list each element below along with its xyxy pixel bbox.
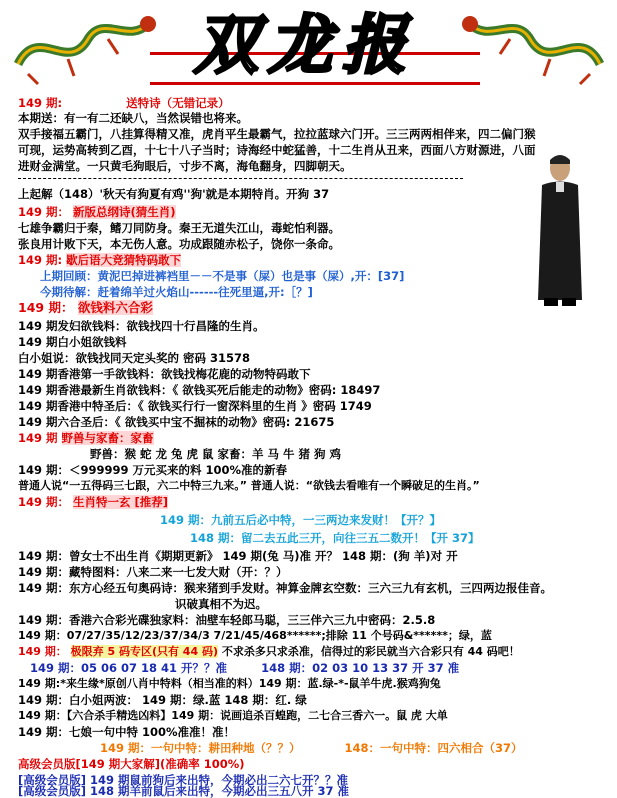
line-21 [18, 430, 154, 446]
line-18 [18, 382, 380, 398]
line-text: 欲钱料六合彩 [77, 300, 153, 315]
line-9 [18, 236, 340, 252]
line-35 [30, 660, 459, 676]
member-line [18, 786, 349, 796]
line-40 [100, 740, 523, 756]
line-25 [18, 494, 168, 510]
dragon-icon [8, 4, 158, 89]
line-label: 149 期： [18, 205, 70, 219]
banner [0, 0, 617, 95]
line-23 [18, 462, 287, 478]
line-text: 普通人说“一五得码三七跟，六二中特三九来。” 普通人说：“欲钱去看唯有一个瞬破足的生肖。” [18, 479, 480, 492]
line-26 [160, 512, 441, 528]
divider [18, 178, 463, 181]
line-label: 149 期 [18, 431, 58, 445]
line-24 [18, 478, 480, 494]
line-33 [18, 628, 492, 644]
line-39 [18, 724, 235, 740]
line-5 [18, 158, 352, 174]
line-text: 本期送：有一有二还缺八，当然误错也将来。 [18, 111, 248, 125]
line-text: 野兽与家畜：家畜 [61, 431, 154, 445]
line-text: 送特诗（无错记录） [126, 96, 230, 110]
dragon-icon [460, 4, 610, 89]
line-text: 149 期香港第一手欲钱料：欲钱找梅花鹿的动物特码敢下 [18, 367, 311, 381]
line-37 [18, 692, 307, 708]
line-28 [18, 548, 458, 564]
line-text: 149 期：白小姐两波： 149 期：绿.蓝 148 期：红. 绿 [18, 693, 307, 707]
line-text: 149 期：05 06 07 18 41 开？？准 [30, 661, 228, 675]
page-title: 双龙报 [194, 8, 416, 83]
line-16 [18, 350, 250, 366]
line-38 [18, 708, 448, 724]
line-32 [18, 612, 435, 628]
line-text: 149 期香港中特圣后：《 欲钱买行行一窗深料里的生肖 》密码 1749 [18, 399, 372, 413]
line-text: 149 期香港最新生肖欲钱料：《 欲钱买死后能走的动物》密码: 18497 [18, 383, 381, 397]
line-text: 野兽：猴 蛇 龙 兔 虎 鼠 家畜：羊 马 牛 猪 狗 鸡 [90, 447, 342, 461]
line-text: 149 期：07/27/35/12/23/37/34/3 7/21/45/468******;排除 11 个号码&******；绿，蓝 [18, 629, 492, 642]
line-36 [18, 676, 441, 692]
line-text: 149 期：一句中特：耕田种地（？？） [100, 741, 301, 755]
line-14 [18, 318, 265, 334]
line-text: 149 期：曾女士不出生肖《期期更新》 149 期(兔 马)准 开？ 148 期：(狗 羊)对 开 [18, 549, 458, 563]
line-text: 上期回顾：黄泥巴掉进裤裆里－－不是事（屎）也是事（屎）,开：[37] [40, 269, 405, 283]
line-text: 进财金满堂。一只黄毛狗眼后，寸步不离，海龟翻身，四脚朝天。 [18, 159, 352, 173]
line-text: 张良用计败下天，本无伤人意。功成跟随赤松子，饶你一条命。 [18, 237, 340, 251]
line-text: 高级会员版[149 期大家解](准确率 100%) [18, 757, 245, 771]
line-27 [190, 530, 480, 546]
line-15 [18, 334, 127, 350]
line-label: 149 期: [18, 96, 63, 110]
line-text: 149 期：＜999999 万元买来的料 100%准的新春 [18, 463, 288, 477]
line-2 [18, 110, 248, 126]
line-text: 149 期发妇欲钱料：欲钱找四十行昌隆的生肖。 [18, 319, 265, 333]
line-label: 149 期: [18, 253, 63, 267]
line-19 [18, 398, 372, 414]
line-29 [18, 564, 288, 580]
line-text: 双手接福五霸门，八挂算得精又准，虎肖平生最霸气，拉拉蓝球六门开。三三两两相伴来，四二偏门猴 [18, 127, 536, 141]
line-7 [18, 204, 176, 220]
line-text: 148 期：02 03 10 13 37 开 37 准 [261, 661, 460, 675]
line-22 [90, 446, 341, 462]
line-text: 149 期白小姐欲钱料 [18, 335, 127, 349]
line-12 [40, 284, 313, 300]
line-20 [18, 414, 334, 430]
line-1 [18, 95, 230, 111]
line-17 [18, 366, 311, 382]
line-8 [18, 220, 340, 236]
line-text: 不求杀多只求杀准，信得过的彩民就当六合彩只有 44 码吧！ [221, 645, 520, 658]
line-text: 上起解（148）'秋天有狗夏有鸡''狗'就是本期特肖。开狗 37 [18, 187, 330, 201]
line-text: 148 期：留二去五此三开，向往三五二数开！【开 37】 [190, 531, 480, 545]
line-text: [高级会员版] 148 期羊前鼠后来出特，今期必出三五八开 37 准 [18, 784, 350, 798]
line-text: 148：一句中特：四六相合（37） [344, 741, 523, 755]
line-label: 149 期： [18, 645, 67, 658]
line-30 [18, 580, 552, 596]
line-11 [40, 268, 404, 284]
line-text: 极限弃 5 码专区(只有 44 码) [70, 645, 218, 658]
line-3 [18, 126, 536, 142]
line-text: [高级会员版] 149 期鼠前狗后来出特，今期必出二六七开？？准 [18, 773, 349, 787]
line-text: 生肖特一玄 [推荐] [73, 495, 169, 509]
member-line [18, 756, 245, 772]
line-label: 149 期： [18, 300, 74, 315]
line-text: 149 期：东方心经五句奥码诗：猴来猪到手发财。神算金牌玄空数：三六三九有玄机，三四两边报佳音。 [18, 581, 553, 595]
line-text: 149 期：七娘一句中特 100%准准！准！ [18, 725, 236, 739]
line-text: 149 期：香港六合彩光碟独家料：油壁车轻郎马聪，三三伴六三九中密码：2.5.8 [18, 613, 436, 627]
line-text: 可现，运势高转到乙酉，十七十八子当时；诗海经中蛇猛善，十二生肖从丑来，西面八方财源进，八面 [18, 143, 536, 157]
line-6 [18, 186, 329, 202]
line-13 [18, 300, 153, 316]
line-text: 七雄争霸归于秦，鳍刀同防身。秦王无道失江山，毒蛇怕利器。 [18, 221, 340, 235]
person-figure [530, 150, 590, 308]
line-31 [175, 596, 267, 612]
line-34 [18, 644, 520, 660]
line-text: 识破真相不为迟。 [175, 597, 267, 611]
line-text: 149 期：藏特图料：八来二来一七发大财（开：？） [18, 565, 288, 579]
line-text: 今期待解：赶着绵羊过火焰山------往死里逼,开:［？] [40, 285, 313, 299]
line-text: 白小姐说：欲钱找同天定头奖的 密码 31578 [18, 351, 251, 365]
line-text: 149 期六合圣后：《 欲钱买中宝不掘袜的动物》密码: 21675 [18, 415, 335, 429]
line-4 [18, 142, 536, 158]
line-10 [18, 252, 181, 268]
line-label: 149 期： [18, 495, 70, 509]
line-text: 149 期：【六合杀手精选凶料】149 期：说画追杀百蝗跑，二七合三香六一。鼠 虎 大单 [18, 709, 448, 722]
line-text: 歇后语大竞猜特码敢下 [66, 253, 182, 267]
line-text: 149 期：九前五后必中特，一三两边来发财！【开？】 [160, 513, 442, 527]
line-text: 新版总纲诗(猜生肖) [73, 205, 176, 219]
line-text: 149 期:*来生缘*原创八肖中特料（相当准的料）149 期：蓝.绿-*-鼠羊牛虎.猴鸡狗兔 [18, 677, 441, 690]
